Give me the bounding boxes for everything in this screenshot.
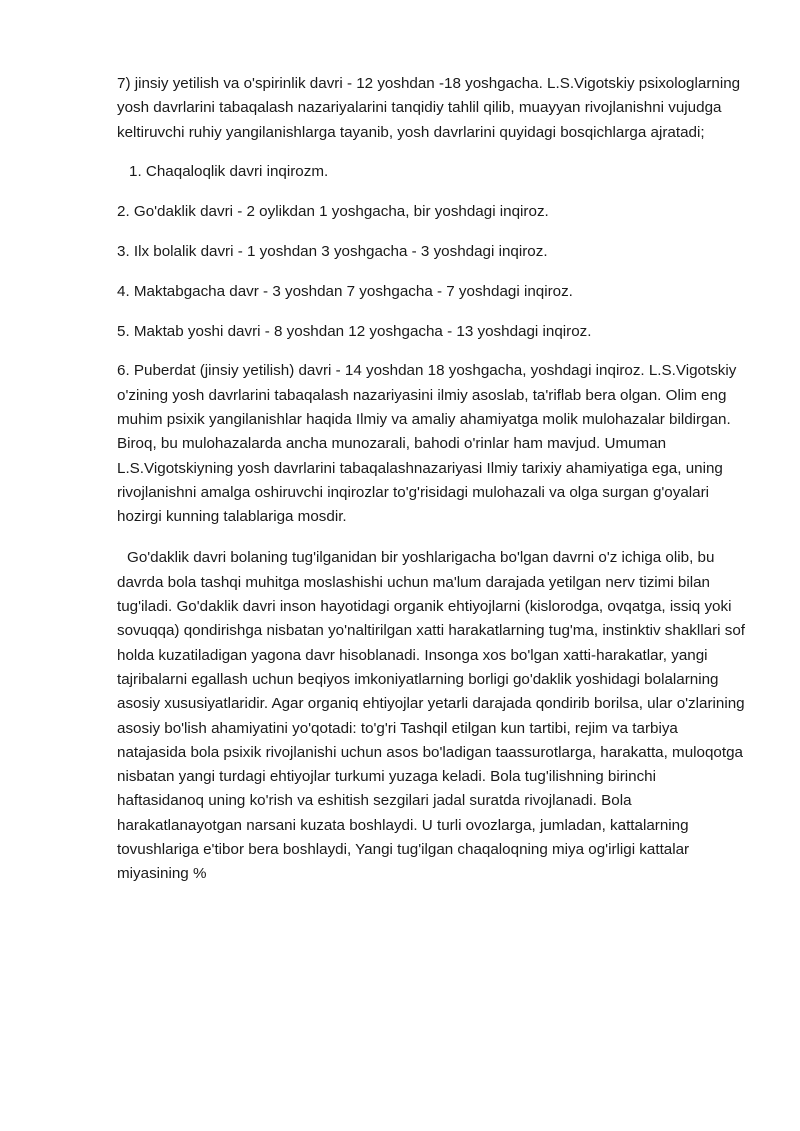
paragraph-intro: 7) jinsiy yetilish va o'spirinlik davri - 12 yoshdan -18 yoshgacha. L.S.Vigotskiy psixologlarning yosh davrlarini tabaqalash nazariyalarini tanqidiy tahlil qilib, muayyan rivojlanishni vujudga keltiruvchi ruhiy yangilanishlarga tayanib, yosh davrlarini quyidagi bosqichlarga ajratadi;: [117, 75, 741, 141]
list-item-3: 3. Ilx bolalik davri - 1 yoshdan 3 yoshgacha - 3 yoshdagi inqiroz.: [117, 242, 548, 260]
list-item-4: 4. Maktabgacha davr - 3 yoshdan 7 yoshgacha - 7 yoshdagi inqiroz.: [117, 282, 573, 300]
list-item-2: 2. Go'daklik davri - 2 oylikdan 1 yoshgacha, bir yoshdagi inqiroz.: [117, 203, 549, 221]
paragraph-infancy: Go'daklik davri bolaning tug'ilganidan bir yoshlarigacha bo'lgan davrni o'z ichiga olib, bu davrda bola tashqi muhitga moslashishi uchun ma'lum darajada yetilgan nerv tizimi bilan tug'iladi. Go'daklik davri inson hayotidagi organik ehtiyojlarni (kislorodga, ovqatga, issiq yoki sovuqqa) qondirishga nisbatan yo'naltirilgan xatti harakatlarning tug'ma, instinktiv shakllari sof holda kuzatiladigan yagona davr hisoblanadi. Insonga xos bo'lgan xatti-harakatlar, yangi tajribalarni egallash uchun beqiyos imkoniyatlarning borligi go'daklik yoshidagi bolalarning asosiy xususiyatlaridir. Agar organiq ehtiyojlar yetarli darajada qondirib borilsa, ular o'zlarining asosiy bo'lish ahamiyatini yo'qotadi: to'g'ri Tashqil etilgan kun tartibi, rejim va tarbiya natajasida bola psixik rivojlanishi uchun asos bo'ladigan taassurotlarga, harakatta, muloqotga nisbatan yangi turdagi ehtiyojlar turkumi yuzaga keladi. Bola tug'ilishning birinchi haftasidanoq uning ko'rish va eshitish sezgilari jadal suratda rivojlanadi. Bola harakatlanayotgan narsani kuzata boshlaydi. U turli ovozlarga, jumladan, kattalarning tovushlariga e'tibor bera boshlaydi, Yangi tug'ilgan chaqaloqning miya og'irligi kattalar miyasining %: [117, 549, 745, 883]
list-item-5: 5. Maktab yoshi davri - 8 yoshdan 12 yoshgacha - 13 yoshdagi inqiroz.: [117, 322, 592, 340]
list-item-6-paragraph: 6. Puberdat (jinsiy yetilish) davri - 14 yoshdan 18 yoshgacha, yoshdagi inqiroz. L.S.Vigotskiy o'zining yosh davrlarini tabaqalash nazariyasini ilmiy asoslab, ta'riflab bera olgan. Olim eng muhim psixik yangilanishlar haqida Ilmiy va amaliy ahamiyatga molik mulohazalar bildirgan. Biroq, bu mulohazalarda ancha munozarali, bahodi o'rinlar ham mavjud. Umuman L.S.Vigotskiyning yosh davrlarini tabaqalashnazariyasi Ilmiy tarixiy ahamiyatiga ega, uning rivojlanishni amalga oshiruvchi inqirozlar to'g'risidagi mulohazali va olga surgan g'oyalari hozirgi kunning talablariga mosdir.: [117, 362, 737, 526]
list-item-1: 1. Chaqaloqlik davri inqirozm.: [129, 163, 329, 181]
document-body: [117, 72, 747, 887]
